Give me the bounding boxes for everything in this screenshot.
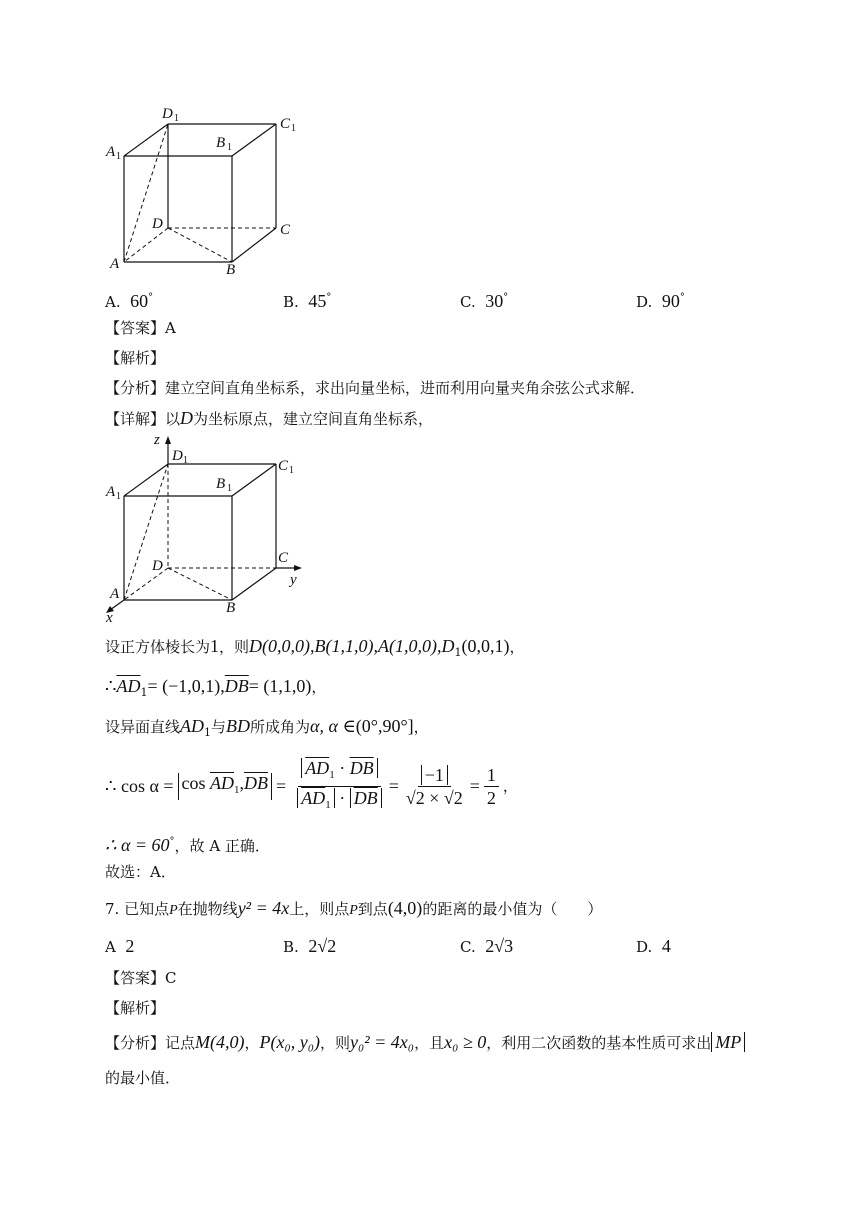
q6-option-d: D. 90° bbox=[636, 291, 685, 311]
q6-line3: 设异面直线$AD_1$与BD所成角为α, α ∈(0°,90°]， bbox=[105, 716, 429, 739]
svg-text:1: 1 bbox=[227, 483, 232, 494]
q7-analysis-heading: 【解析】 bbox=[105, 999, 166, 1017]
svg-text:1: 1 bbox=[174, 113, 179, 124]
q7-option-a: A 2 bbox=[105, 936, 135, 956]
svg-text:1: 1 bbox=[227, 142, 232, 153]
svg-text:1: 1 bbox=[183, 455, 188, 466]
label-b1: B bbox=[216, 135, 226, 151]
q6-line5: ∴ α = 60°，故 A 正确． bbox=[105, 835, 270, 855]
svg-text:1: 1 bbox=[116, 151, 121, 162]
axis-z-label: z bbox=[154, 432, 160, 448]
q6-option-b: B. 45° bbox=[283, 291, 332, 311]
q6-line1: 设正方体棱长为1，则$D(0,0,0),B(1,1,0),A(1,0,0),D_1(0,0,1)$， bbox=[105, 636, 525, 659]
svg-text:D: D bbox=[172, 448, 183, 464]
axis-x-label: x bbox=[106, 610, 113, 622]
q7-option-b: B. 2√2 bbox=[283, 936, 337, 956]
label-a: A bbox=[110, 256, 120, 272]
svg-text:C: C bbox=[278, 550, 289, 566]
svg-text:1: 1 bbox=[291, 123, 296, 134]
q6-answer: 【答案】A bbox=[105, 319, 176, 337]
svg-text:D: D bbox=[152, 558, 163, 574]
label-c1: C bbox=[280, 116, 291, 132]
q6-line2: $\therefore\overline{AD}_1= (-1,0,1),\overline{DB}= (1,1,0)$， bbox=[105, 676, 327, 699]
q7-fenxi: 【分析】记点M(4,0)，P(x₀, y₀)，则y₀² = 4x₀，且x₀ ≥ 0，利用二次函数的基本性质可求出 MP bbox=[105, 1032, 745, 1053]
svg-text:A: A bbox=[106, 484, 116, 500]
q6-option-c: C. 30° bbox=[460, 291, 509, 311]
svg-text:B: B bbox=[226, 600, 236, 616]
q7-option-d: D. 4 bbox=[636, 936, 671, 956]
label-d: D bbox=[152, 216, 163, 232]
svg-text:B: B bbox=[216, 476, 226, 492]
q6-option-a: A. 60° bbox=[105, 291, 154, 311]
q7-option-c: C. 2√3 bbox=[460, 936, 514, 956]
label-a1: A bbox=[106, 144, 116, 160]
q6-detail: 【详解】以D为坐标原点，建立空间直角坐标系， bbox=[105, 408, 434, 428]
svg-text:1: 1 bbox=[116, 491, 121, 502]
q6-choose: 故选：A． bbox=[105, 863, 176, 881]
q6-fenxi: 【分析】建立空间直角坐标系，求出向量坐标，进而利用向量夹角余弦公式求解． bbox=[105, 379, 646, 397]
q6-analysis-heading: 【解析】 bbox=[105, 349, 166, 367]
q7-stem: 7. 已知点P在抛物线y² = 4x上，则点P到点(4,0)的距离的最小值为（ ） bbox=[105, 898, 603, 918]
q7-answer: 【答案】C bbox=[105, 969, 177, 987]
label-b: B bbox=[226, 262, 236, 278]
q7-fenxi-end: 的最小值． bbox=[105, 1069, 181, 1087]
label-c: C bbox=[280, 222, 291, 238]
cube-axes-figure bbox=[100, 432, 315, 622]
axis-y-label: y bbox=[290, 572, 297, 588]
label-d1: D bbox=[162, 106, 173, 122]
cube-figure bbox=[100, 100, 310, 280]
svg-text:C: C bbox=[278, 458, 289, 474]
svg-text:A: A bbox=[110, 586, 120, 602]
svg-text:1: 1 bbox=[289, 465, 294, 476]
q6-line4: ∴ cos α = $\cos \overline{AD}_1,\overline{DB}$ = $\frac{\overline{AD}_1 \cdot \overline{DB}}{\overline{AD}_1 \cdot \overline{DB}}$ = $\frac{-1}{√2 \times √2}$ = $\frac{1}{2}$ ， bbox=[105, 757, 518, 811]
